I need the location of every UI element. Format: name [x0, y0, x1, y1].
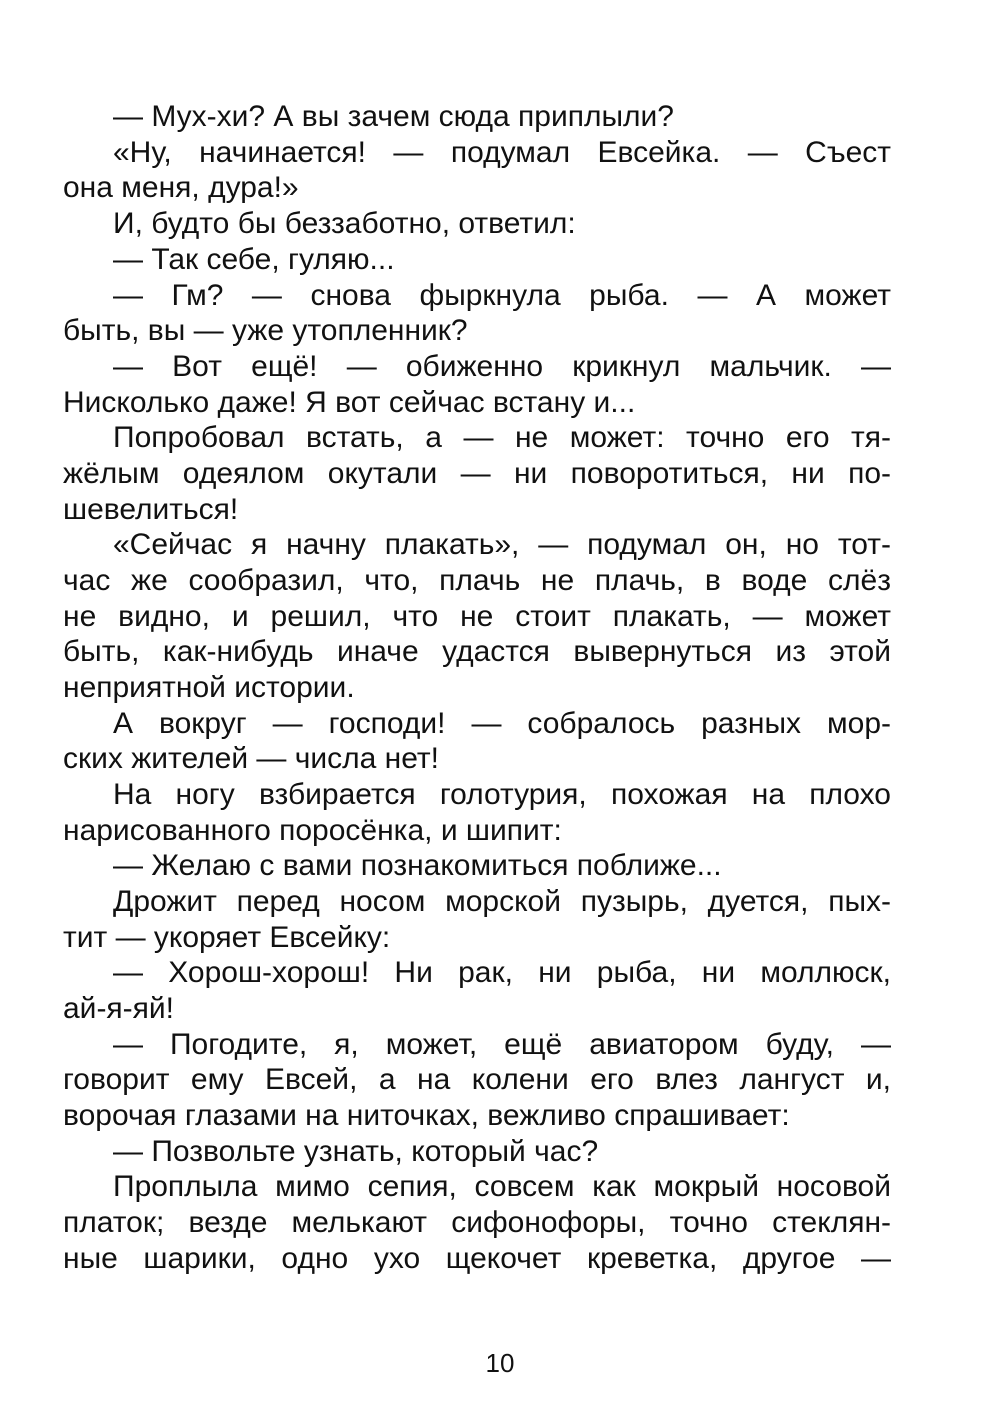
- page-number: 10: [485, 1348, 515, 1378]
- text-line: Нисколько даже! Я вот сейчас встану и...: [63, 386, 636, 419]
- text-line: «Сейчас я начну плакать», — подумал он, но тот-: [113, 528, 891, 561]
- text-line: Попробовал встать, а — не может: точно его тя-: [113, 421, 891, 454]
- text-line: — Так себе, гуляю...: [113, 243, 395, 276]
- text-line: жёлым одеялом окутали — ни поворотиться, ни по-: [63, 457, 891, 490]
- text-line: не видно, и решил, что не стоит плакать, — может: [63, 600, 891, 633]
- text-line: говорит ему Евсей, а на колени его влез лангуст и,: [63, 1063, 891, 1096]
- text-line: она меня, дура!»: [63, 171, 299, 204]
- text-line: неприятной истории.: [63, 671, 355, 704]
- text-line: — Хорош-хорош! Ни рак, ни рыба, ни моллюск,: [113, 956, 891, 989]
- text-line: ских жителей — числа нет!: [63, 742, 439, 775]
- text-line: шевелиться!: [63, 493, 239, 526]
- text-line: час же сообразил, что, плачь не плачь, в воде слёз: [63, 564, 891, 597]
- text-line: — Вот ещё! — обиженно крикнул мальчик. —: [113, 350, 891, 383]
- text-line: нарисованного поросёнка, и шипит:: [63, 814, 562, 847]
- text-line: — Погодите, я, может, ещё авиатором буду, —: [113, 1028, 891, 1061]
- text-line: — Желаю с вами познакомиться поближе...: [113, 849, 722, 882]
- text-line: быть, как-нибудь иначе удастся вывернуться из этой: [63, 635, 891, 668]
- text-line: тит — укоряет Евсейку:: [63, 921, 391, 954]
- text-page: [63, 0, 891, 1417]
- text-line: быть, вы — уже утопленник?: [63, 314, 468, 347]
- text-line: — Мух-хи? А вы зачем сюда приплыли?: [113, 100, 674, 133]
- text-line: ай-я-яй!: [63, 992, 175, 1025]
- text-line: Дрожит перед носом морской пузырь, дуется, пых-: [113, 885, 891, 918]
- text-line: платок; везде мелькают сифонофоры, точно стеклян-: [63, 1206, 891, 1239]
- text-line: И, будто бы беззаботно, ответил:: [113, 207, 576, 240]
- text-line: На ногу взбирается голотурия, похожая на плохо: [113, 778, 891, 811]
- text-line: ворочая глазами на ниточках, вежливо спрашивает:: [63, 1099, 790, 1132]
- text-line: «Ну, начинается! — подумал Евсейка. — Съест: [113, 136, 891, 169]
- text-line: Проплыла мимо сепия, совсем как мокрый носовой: [113, 1170, 891, 1203]
- text-line: А вокруг — господи! — собралось разных мор-: [113, 707, 891, 740]
- text-line: — Гм? — снова фыркнула рыба. — А может: [113, 279, 891, 312]
- text-line: ные шарики, одно ухо щекочет креветка, другое —: [63, 1242, 891, 1275]
- text-line: — Позвольте узнать, который час?: [113, 1135, 599, 1168]
